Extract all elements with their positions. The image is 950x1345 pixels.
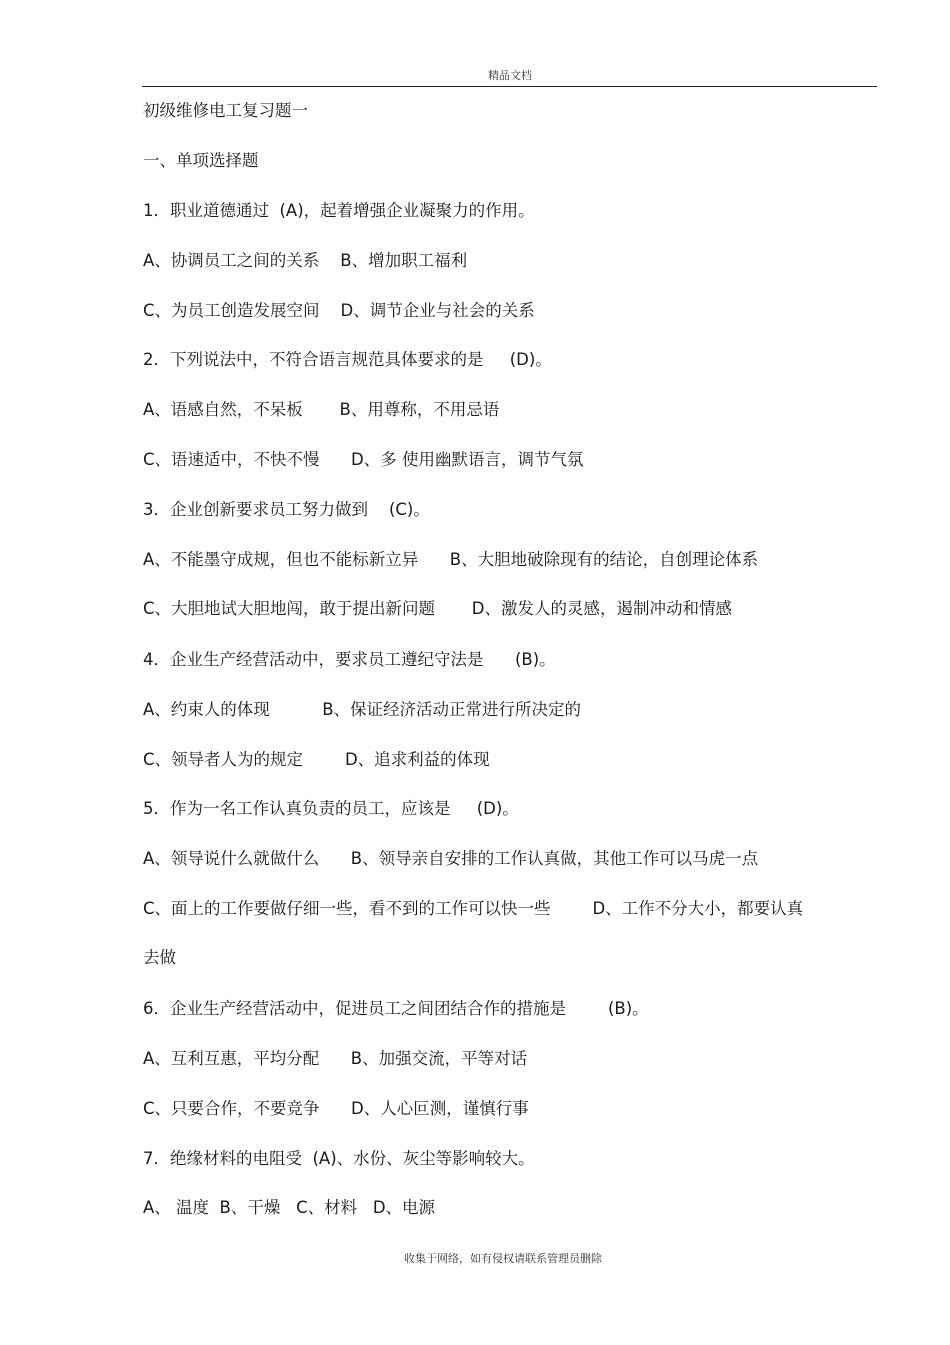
page-footer: 收集于网络，如有侵权请联系管理员删除 xyxy=(404,1252,602,1265)
question-4: 4．企业生产经营活动中，要求员工遵纪守法是 (B)。 xyxy=(143,650,556,669)
question-4-options-ab: A、约束人的体现 B、保证经济活动正常进行所决定的 xyxy=(143,700,582,719)
question-6: 6．企业生产经营活动中，促进员工之间团结合作的措施是 (B)。 xyxy=(143,999,649,1018)
question-7-options: A、 温度 B、干燥 C、材料 D、电源 xyxy=(143,1198,436,1217)
question-2: 2．下列说法中，不符合语言规范具体要求的是 (D)。 xyxy=(143,350,552,369)
question-5-options-cd: C、面上的工作要做仔细一些，看不到的工作可以快一些 D、工作不分大小，都要认真 xyxy=(143,899,804,918)
question-1-options-cd: C、为员工创造发展空间 D、调节企业与社会的关系 xyxy=(143,301,535,320)
header-divider xyxy=(142,86,877,87)
question-5-options-ab: A、领导说什么就做什么 B、领导亲自安排的工作认真做，其他工作可以马虎一点 xyxy=(143,849,759,868)
question-7: 7．绝缘材料的电阻受 (A)、水份、灰尘等影响较大。 xyxy=(143,1149,535,1168)
question-5-options-cd-continued: 去做 xyxy=(143,948,176,967)
page-header: 精品文档 xyxy=(488,69,532,82)
question-2-options-ab: A、语感自然，不呆板 B、用尊称，不用忌语 xyxy=(143,400,500,419)
question-3-options-ab: A、不能墨守成规，但也不能标新立异 B、大胆地破除现有的结论，自创理论体系 xyxy=(143,550,759,569)
question-1-options-ab: A、协调员工之间的关系 B、增加职工福利 xyxy=(143,251,468,270)
question-4-options-cd: C、领导者人为的规定 D、追求利益的体现 xyxy=(143,750,490,769)
question-1: 1．职业道德通过 (A)，起着增强企业凝聚力的作用。 xyxy=(143,201,535,220)
section-heading: 一、单项选择题 xyxy=(143,151,259,170)
document-title: 初级维修电工复习题一 xyxy=(143,101,308,120)
question-6-options-cd: C、只要合作，不要竞争 D、人心叵测，谨慎行事 xyxy=(143,1099,529,1118)
question-3-options-cd: C、大胆地试大胆地闯，敢于提出新问题 D、激发人的灵感，遏制冲动和情感 xyxy=(143,599,732,618)
question-3: 3．企业创新要求员工努力做到 (C)。 xyxy=(143,500,430,519)
question-6-options-ab: A、互利互惠，平均分配 B、加强交流，平等对话 xyxy=(143,1049,528,1068)
question-5: 5．作为一名工作认真负责的员工，应该是 (D)。 xyxy=(143,799,519,818)
question-2-options-cd: C、语速适中，不快不慢 D、多 使用幽默语言，调节气氛 xyxy=(143,450,584,469)
